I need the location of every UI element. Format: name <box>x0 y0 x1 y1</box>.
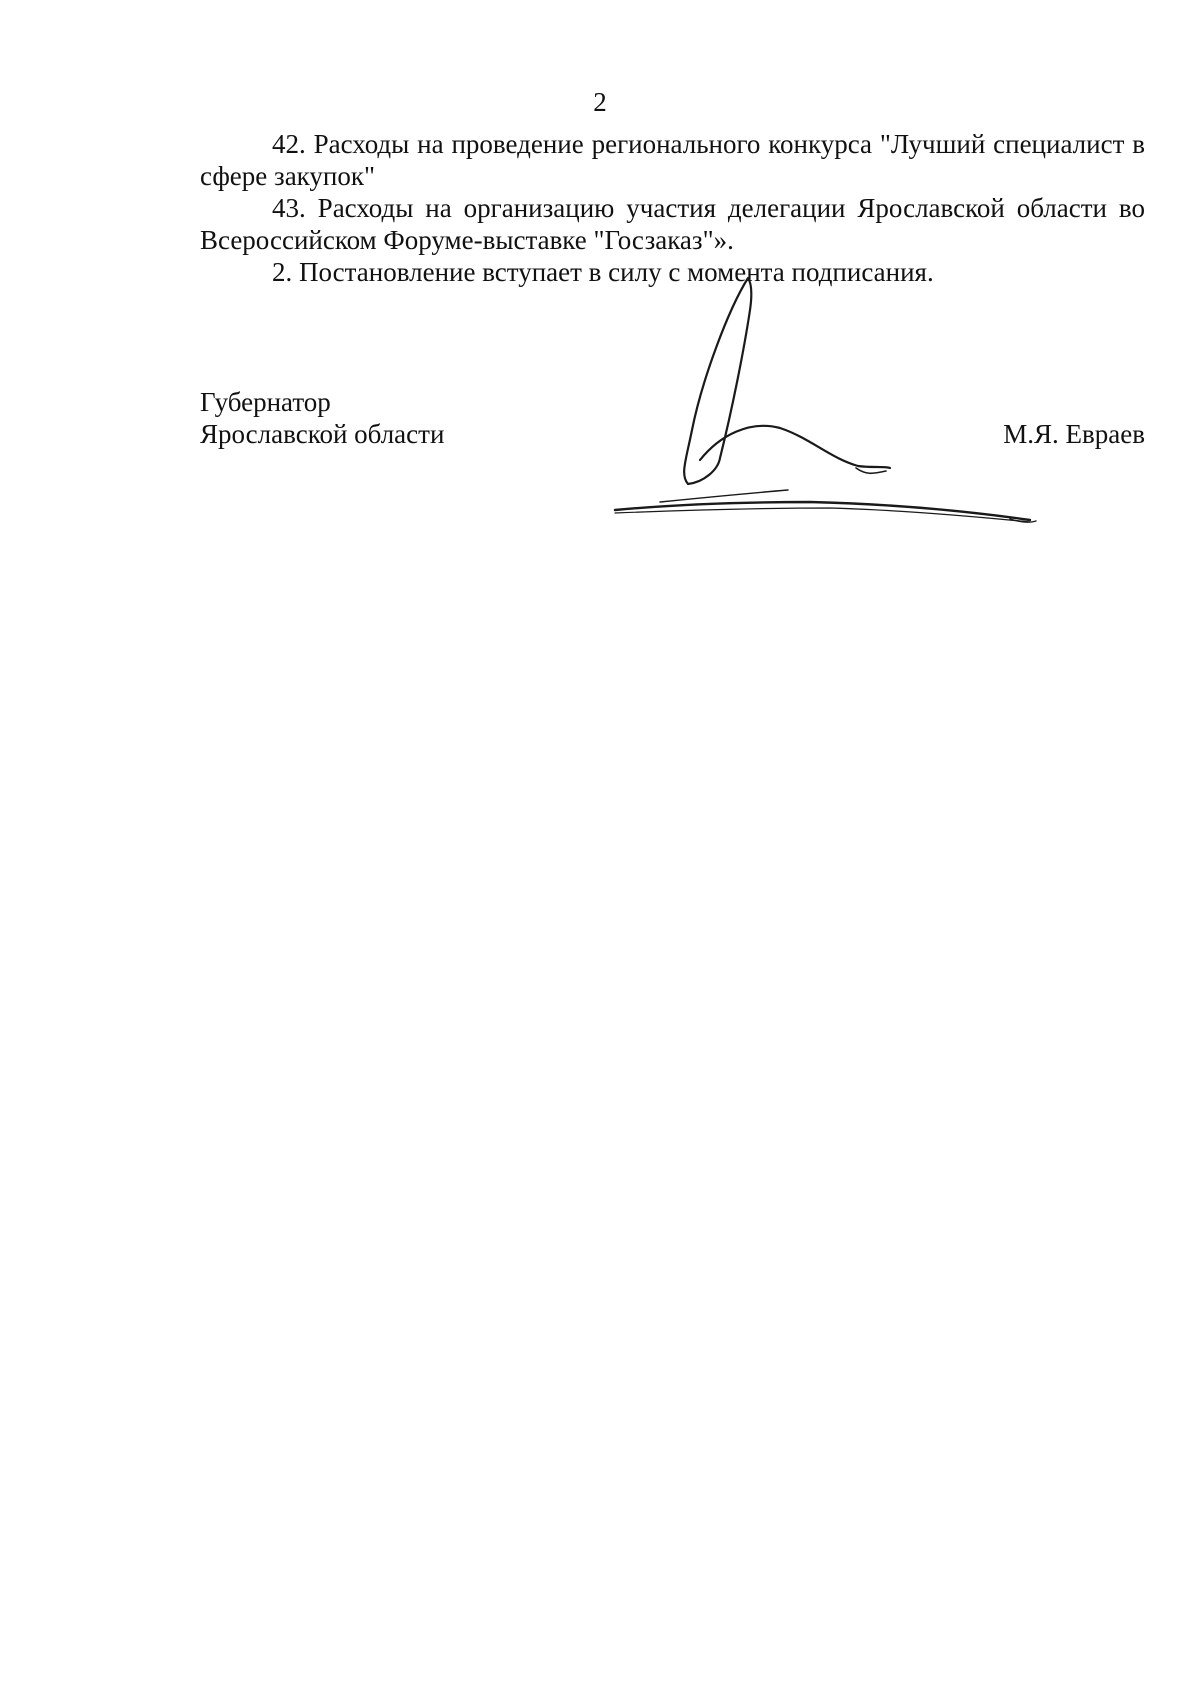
handwritten-signature <box>600 270 1060 540</box>
paragraph-effective-date: 2. Постановление вступает в силу с момента подписания. <box>272 257 934 287</box>
signer-title-line2: Ярославской области <box>200 419 445 449</box>
signer-title-line1: Губернатор <box>200 387 331 417</box>
paragraph-item-42: 42. Расходы на проведение регионального конкурса "Лучший специалист в сфере закупок" <box>200 129 1145 191</box>
paragraph-item-43: 43. Расходы на организацию участия делегации Ярославской области во Всероссийском Форуме-выставке "Госзаказ"». <box>200 193 1145 255</box>
page-number: 2 <box>593 87 607 117</box>
signer-name: М.Я. Евраев <box>1003 419 1145 449</box>
document-body <box>200 128 1145 288</box>
